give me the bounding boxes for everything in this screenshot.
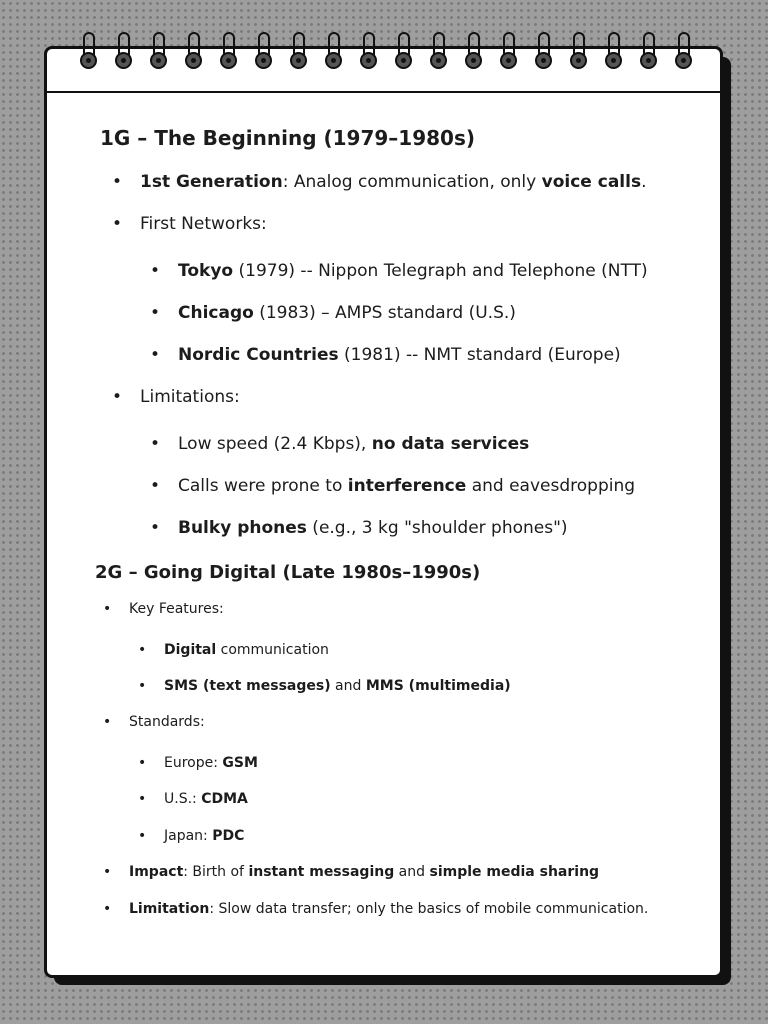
bullet-icon: • <box>112 214 123 234</box>
bullet-icon: • <box>150 261 161 281</box>
bullet-icon: • <box>112 387 123 407</box>
section-2g-heading: 2G – Going Digital (Late 1980s–1990s) <box>95 562 481 583</box>
binding-line <box>47 91 720 93</box>
section-1g-heading: 1G – The Beginning (1979–1980s) <box>100 126 476 150</box>
spiral-ring-icon <box>324 32 344 72</box>
spiral-ring-icon <box>79 32 99 72</box>
spiral-ring-icon <box>569 32 589 72</box>
spiral-ring-icon <box>464 32 484 72</box>
spiral-ring-icon <box>499 32 519 72</box>
bullet-icon: • <box>150 518 161 538</box>
bullet-icon: • <box>103 601 112 617</box>
bullet-icon: • <box>150 303 161 323</box>
bullet-icon: • <box>103 864 112 880</box>
spiral-ring-icon <box>149 32 169 72</box>
bullet-icon: • <box>150 345 161 365</box>
spiral-ring-icon <box>534 32 554 72</box>
bullet-icon: • <box>138 755 147 771</box>
spiral-ring-icon <box>394 32 414 72</box>
bullet-icon: • <box>138 678 147 694</box>
bullet-icon: • <box>103 901 112 917</box>
spiral-ring-icon <box>639 32 659 72</box>
bullet-icon: • <box>138 828 147 844</box>
spiral-ring-icon <box>219 32 239 72</box>
spiral-ring-icon <box>359 32 379 72</box>
spiral-ring-icon <box>114 32 134 72</box>
bullet-icon: • <box>103 714 112 730</box>
spiral-ring-icon <box>604 32 624 72</box>
spiral-binding <box>44 32 724 72</box>
spiral-ring-icon <box>429 32 449 72</box>
bullet-icon: • <box>138 791 147 807</box>
spiral-ring-icon <box>674 32 694 72</box>
bullet-icon: • <box>150 476 161 496</box>
bullet-icon: • <box>112 172 123 192</box>
bullet-icon: • <box>150 434 161 454</box>
spiral-ring-icon <box>289 32 309 72</box>
spiral-ring-icon <box>254 32 274 72</box>
spiral-ring-icon <box>184 32 204 72</box>
bullet-icon: • <box>138 642 147 658</box>
